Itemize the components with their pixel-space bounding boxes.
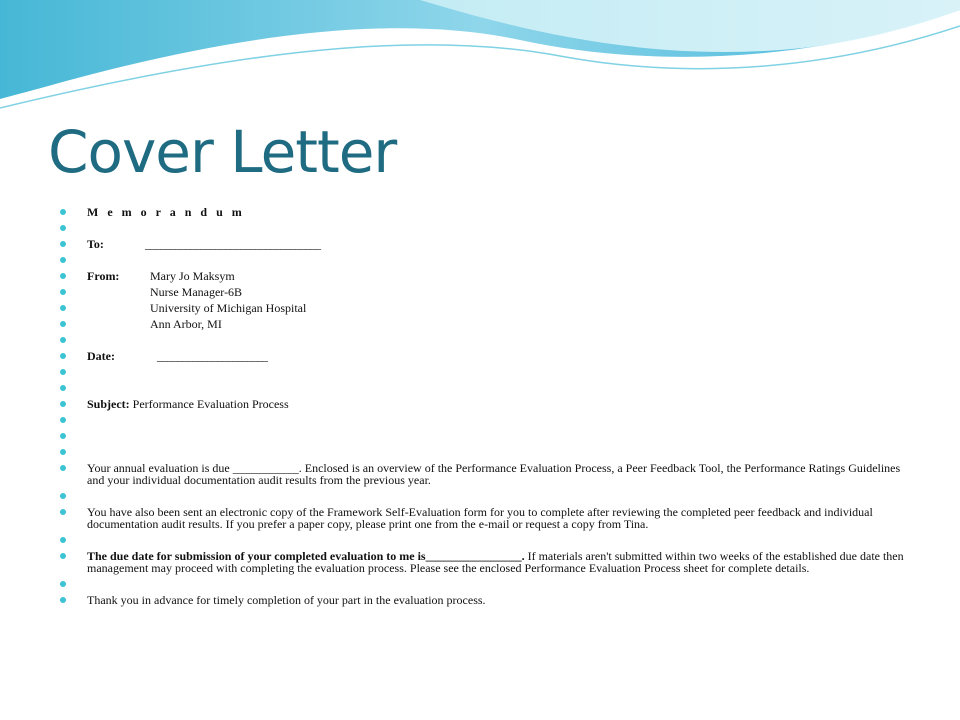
list-item: [60, 302, 910, 314]
date-label: Date:: [87, 349, 115, 363]
list-item: [60, 366, 910, 378]
list-item: [60, 206, 910, 218]
list-item: [60, 382, 910, 394]
from-organization: University of Michigan Hospital: [150, 301, 307, 315]
bullet-icon: [60, 225, 66, 231]
list-item: [60, 414, 910, 426]
bullet-icon: [60, 289, 66, 295]
bullet-icon: [60, 401, 66, 407]
bullet-icon: [60, 385, 66, 391]
bullet-icon: [60, 433, 66, 439]
bullet-icon: [60, 581, 66, 587]
subject-label: Subject:: [87, 397, 130, 411]
memo-heading: M e m o r a n d u m: [87, 205, 245, 219]
to-label: To:: [87, 237, 104, 251]
bullet-icon: [60, 597, 66, 603]
list-item: [60, 398, 910, 410]
bullet-icon: [60, 417, 66, 423]
bullet-icon: [60, 449, 66, 455]
list-item: [60, 490, 910, 502]
bullet-icon: [60, 537, 66, 543]
bullet-icon: [60, 493, 66, 499]
list-item: [60, 534, 910, 546]
bullet-icon: [60, 305, 66, 311]
list-item: [60, 254, 910, 266]
bullet-icon: [60, 241, 66, 247]
paragraph-due-date: [87, 550, 910, 574]
list-item: [60, 350, 910, 362]
list-item: [60, 286, 910, 298]
bullet-icon: [60, 257, 66, 263]
bullet-icon: [60, 509, 66, 515]
memo-body: [60, 206, 910, 610]
bullet-icon: [60, 465, 66, 471]
from-title: Nurse Manager-6B: [150, 285, 243, 299]
bullet-icon: [60, 321, 66, 327]
bullet-icon: [60, 353, 66, 359]
bullet-icon: [60, 273, 66, 279]
slide-title: Cover Letter: [48, 118, 397, 186]
list-item: [60, 578, 910, 590]
list-item: [60, 334, 910, 346]
from-name: Mary Jo Maksym: [150, 269, 235, 283]
subject-value: Performance Evaluation Process: [132, 397, 289, 411]
from-location: Ann Arbor, MI: [150, 317, 222, 331]
bullet-icon: [60, 553, 66, 559]
list-item: [60, 594, 910, 606]
list-item: [60, 222, 910, 234]
list-item: [60, 446, 910, 458]
paragraph-self-evaluation: You have also been sent an electronic copy of the Framework Self-Evaluation form for you to complete after reviewing the completed peer feedback and individual documentation audit results. If you prefer a paper copy, please print one from the e-mail or request a copy from Tina.: [87, 505, 873, 531]
bullet-icon: [60, 337, 66, 343]
bullet-icon: [60, 369, 66, 375]
due-date-details: If materials aren't submitted within two weeks of the established due date then management may proceed with completing the evaluation process. Please see the enclosed Performance Evaluation Process sheet for complete details.: [87, 549, 904, 575]
due-date-statement: The due date for submission of your completed evaluation to me is________________.: [87, 549, 525, 563]
list-item: [60, 550, 910, 574]
paragraph-annual-evaluation: Your annual evaluation is due ___________. Enclosed is an overview of the Performance Evaluation Process, a Peer Feedback Tool, the Performance Ratings Guidelines and your individual documentation audit results from the previous year.: [87, 461, 901, 487]
list-item: [60, 318, 910, 330]
bullet-icon: [60, 209, 66, 215]
date-blank-line: ______________________: [157, 349, 267, 363]
list-item: [60, 270, 910, 282]
paragraph-thank-you: Thank you in advance for timely completion of your part in the evaluation process.: [87, 593, 486, 607]
from-label: From:: [87, 269, 120, 283]
list-item: [60, 430, 910, 442]
list-item: [60, 238, 910, 250]
list-item: [60, 462, 910, 486]
header-wave-decoration: [0, 0, 960, 120]
list-item: [60, 506, 910, 530]
to-blank-line: ___________________________________: [145, 237, 320, 251]
